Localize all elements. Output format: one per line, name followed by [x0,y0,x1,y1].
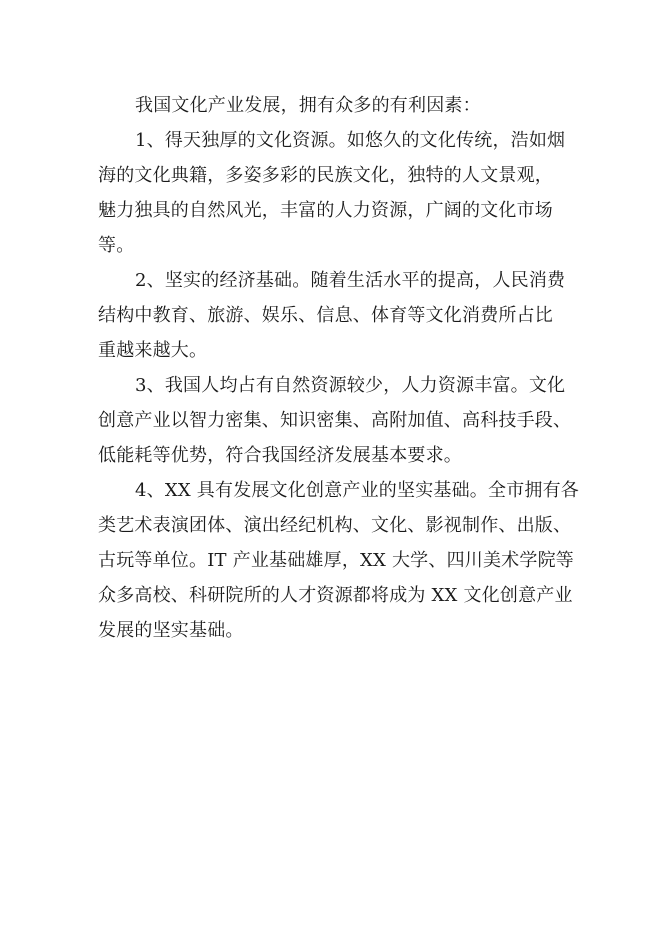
paragraph-line: 我国文化产业发展，拥有众多的有利因素： [135,95,481,116]
paragraph-line: 重越来越大。 [98,340,208,361]
paragraph-line: 3、我国人均占有自然资源较少，人力资源丰富。文化 [135,375,566,396]
paragraph-line: 2、坚实的经济基础。随着生活水平的提高，人民消费 [135,270,566,291]
point-4-paragraph [98,473,580,648]
point-2-paragraph [98,263,568,368]
paragraph-line: 魅力独具的自然风光，丰富的人力资源，广阔的文化市场 [98,200,553,221]
paragraph-line: 1、得天独厚的文化资源。如悠久的文化传统，浩如烟 [135,130,566,151]
paragraph-line: 结构中教育、旅游、娱乐、信息、体育等文化消费所占比 [98,305,553,326]
point-3-paragraph [98,368,572,473]
paragraph-line: 低能耗等优势，符合我国经济发展基本要求。 [98,445,462,466]
paragraph-line: 4、XX 具有发展文化创意产业的坚实基础。全市拥有各 [135,480,580,501]
paragraph-line: 海的文化典籍，多姿多彩的民族文化，独特的人文景观， [98,165,553,186]
paragraph-line: 创意产业以智力密集、知识密集、高附加值、高科技手段、 [98,410,572,431]
point-1-paragraph [98,123,568,263]
paragraph-line: 古玩等单位。IT 产业基础雄厚，XX 大学、四川美术学院等 [98,550,574,571]
paragraph-line: 类艺术表演团体、演出经纪机构、文化、影视制作、出版、 [98,515,572,536]
intro-paragraph [98,88,568,123]
paragraph-line: 发展的坚实基础。 [98,620,244,641]
paragraph-line: 等。 [98,235,135,256]
paragraph-line: 众多高校、科研院所的人才资源都将成为 XX 文化创意产业 [98,585,573,606]
document-body [98,88,580,648]
